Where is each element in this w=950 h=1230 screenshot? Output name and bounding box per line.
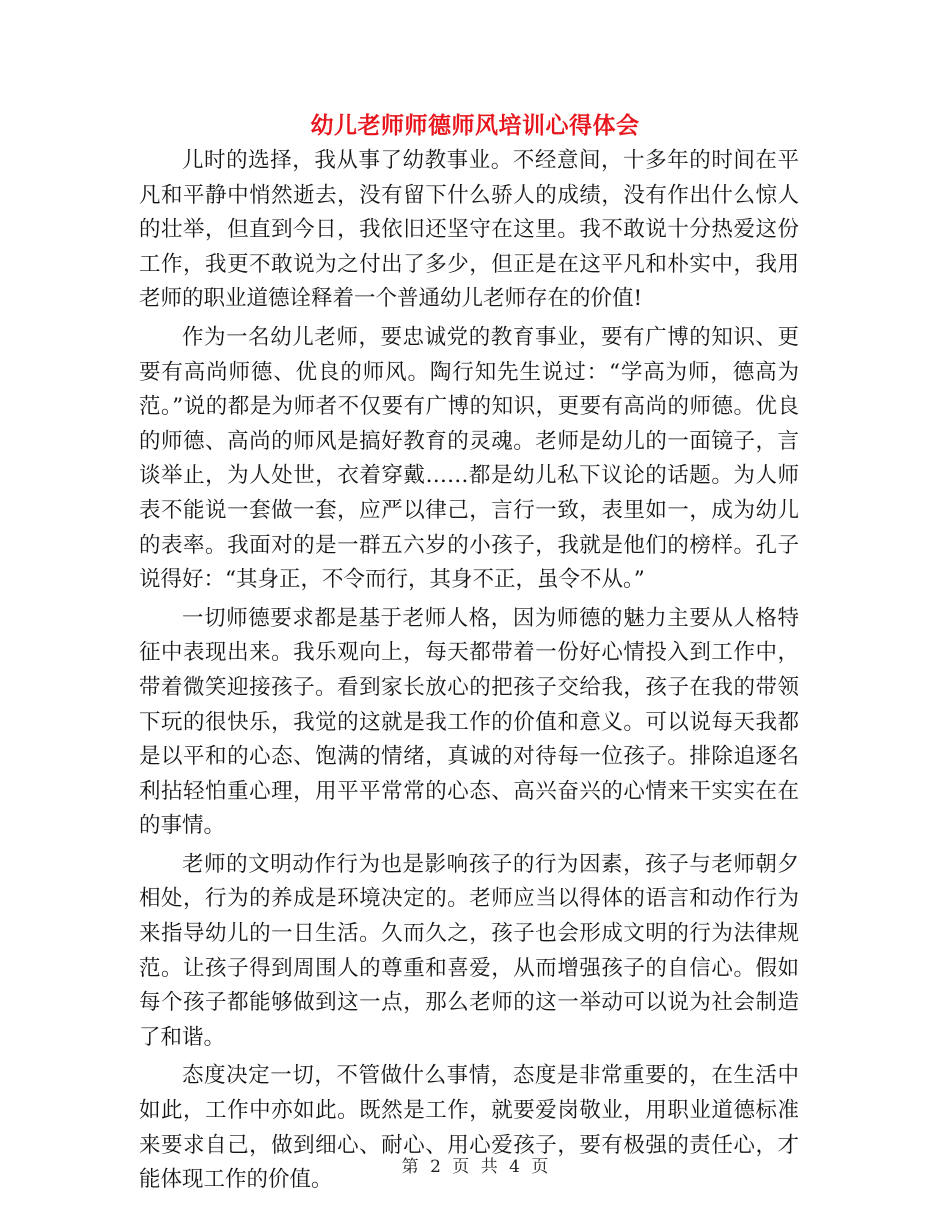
paragraph: 儿时的选择，我从事了幼教事业。不经意间，十多年的时间在平凡和平静中悄然逝去，没有留下什么骄人的成绩，没有作出什么惊人的壮举，但直到今日，我依旧还坚守在这里。我不敢说十分热爱这份工作，我更不敢说为之付出了多少，但正是在这平凡和朴实中，我用老师的职业道德诠释着一个普通幼儿老师存在的价值! [139, 148, 799, 312]
paragraph: 态度决定一切，不管做什么事情，态度是非常重要的，在生活中如此，工作中亦如此。既然是工作，就要爱岗敬业，用职业道德标准来要求自己，做到细心、耐心、用心爱孩子，要有极强的责任心，才能体现工作的价值。 [139, 1063, 799, 1193]
paragraph: 一切师德要求都是基于老师人格，因为师德的魅力主要从人格特征中表现出来。我乐观向上，每天都带着一份好心情投入到工作中，带着微笑迎接孩子。看到家长放心的把孩子交给我，孩子在我的带领下玩的很快乐，我觉的这就是我工作的价值和意义。可以说每天我都是以平和的心态、饱满的情绪，真诚的对待每一位孩子。排除追逐名利拈轻怕重心理，用平平常常的心态、高兴奋兴的心情来干实实在在的事情。 [139, 605, 799, 839]
paragraph: 老师的文明动作行为也是影响孩子的行为因素，孩子与老师朝夕相处，行为的养成是环境决定的。老师应当以得体的语言和动作行为来指导幼儿的一日生活。久而久之，孩子也会形成文明的行为法律规范。让孩子得到周围人的尊重和喜爱，从而增强孩子的自信心。假如每个孩子都能够做到这一点，那么老师的这一举动可以说为社会制造了和谐。 [139, 851, 799, 1050]
document-body [139, 144, 799, 1202]
page-number-footer: 第 2 页 共 4 页 [401, 1157, 549, 1177]
paragraph: 作为一名幼儿老师，要忠诚党的教育事业，要有广博的知识、更要有高尚师德、优良的师风。陶行知先生说过：“学高为师，德高为范。”说的都是为师者不仅要有广博的知识，更要有高尚的师德。优良的师德、高尚的师风是搞好教育的灵魂。老师是幼儿的一面镜子，言谈举止，为人处世，衣着穿戴……都是幼儿私下议论的话题。为人师表不能说一套做一套，应严以律己，言行一致，表里如一，成为幼儿的表率。我面对的是一群五六岁的小孩子，我就是他们的榜样。孔子说得好：“其身正，不令而行，其身不正，虽令不从。” [139, 324, 799, 593]
document-title: 幼儿老师师德师风培训心得体会 [310, 112, 640, 139]
